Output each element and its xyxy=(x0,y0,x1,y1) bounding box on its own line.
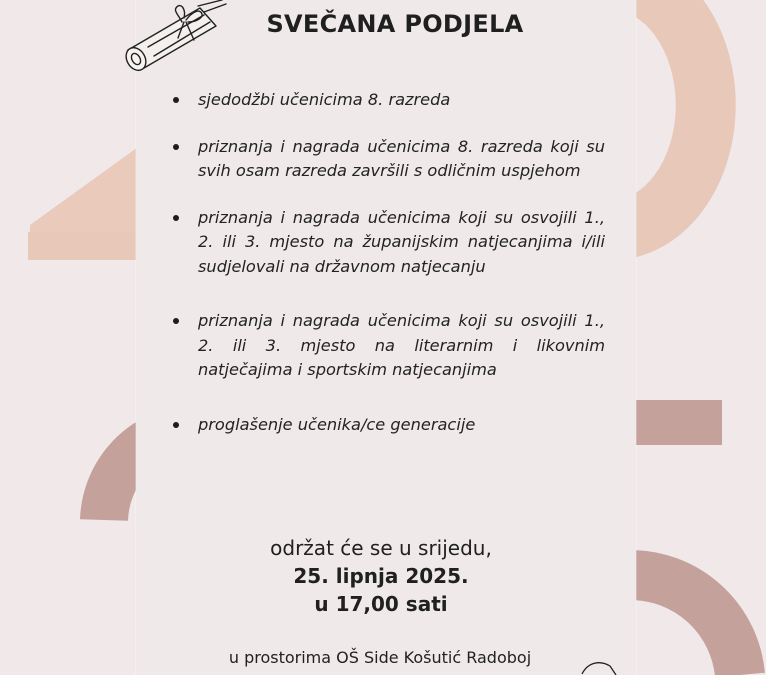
list-item-literary-art-sports: priznanja i nagrada učenicima koji su osvojili 1., 2. ili 3. mjesto na literarnim i likovnim natječajima i sportskim natjecanjima xyxy=(170,309,605,383)
event-info xyxy=(186,534,576,618)
corner-ribbon-icon xyxy=(580,658,620,675)
award-list xyxy=(170,88,605,459)
bg-digit-right-bottom-arc xyxy=(630,575,740,675)
event-day: održat će se u srijedu, xyxy=(270,536,492,560)
list-item-county-competitions: priznanja i nagrada učenicima koji su osvojili 1., 2. ili 3. mjesto na županijskim natjecanjima i/ili sudjelovali na državnom natjecanju xyxy=(170,206,605,280)
event-date: 25. lipnja 2025. xyxy=(293,564,469,588)
list-item-certificates: sjedodžbi učenicima 8. razreda xyxy=(170,88,605,113)
event-time: u 17,00 sati xyxy=(314,592,448,616)
diploma-scroll-icon xyxy=(120,0,230,80)
list-item-student-of-generation: proglašenje učenika/ce generacije xyxy=(170,413,605,438)
event-location: u prostorima OŠ Side Košutić Radoboj xyxy=(228,648,532,667)
page-title: SVEČANA PODJELA xyxy=(266,10,524,38)
list-item-excellent-students: priznanja i nagrada učenicima 8. razreda koji su svih osam razreda završili s odličnim uspjehom xyxy=(170,135,605,184)
bg-digit-right-bar xyxy=(630,400,722,445)
